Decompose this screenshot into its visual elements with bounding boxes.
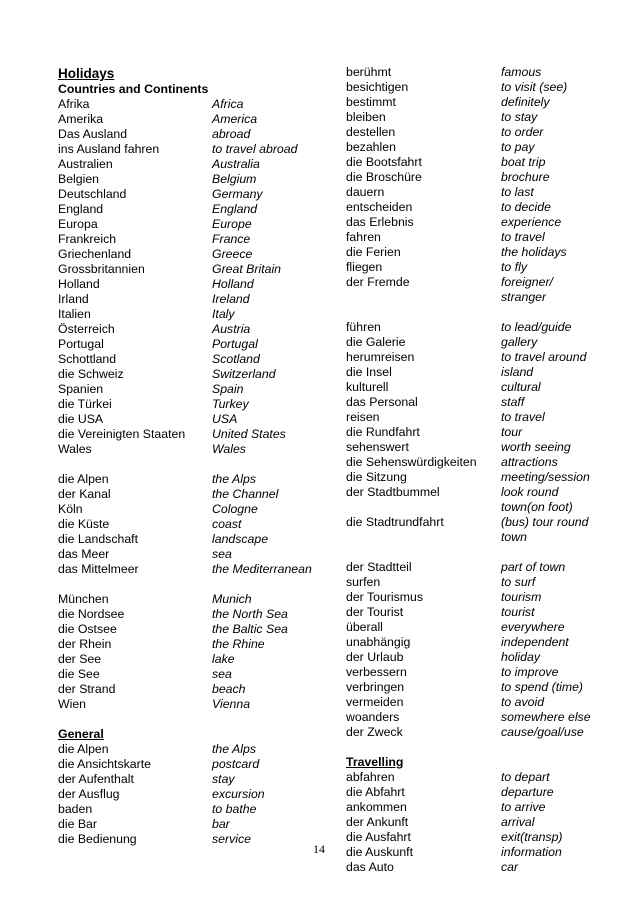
german-term: bestimmt xyxy=(346,95,396,109)
english-translation: the Rhine xyxy=(212,637,265,651)
german-term: die Bar xyxy=(58,817,97,831)
english-translation: tourist xyxy=(501,605,535,619)
right-column xyxy=(346,65,608,875)
vocab-row xyxy=(346,395,608,410)
english-translation: to arrive xyxy=(501,800,546,814)
vocab-row xyxy=(58,472,320,487)
german-term: fahren xyxy=(346,230,381,244)
vocab-row xyxy=(58,442,320,457)
german-term: surfen xyxy=(346,575,381,589)
vocab-row xyxy=(346,455,608,470)
vocab-row xyxy=(346,245,608,260)
vocab-list xyxy=(346,65,608,740)
german-term: die Sitzung xyxy=(346,470,407,484)
countries-list xyxy=(58,97,320,457)
english-translation: America xyxy=(212,112,258,126)
german-term: die Schweiz xyxy=(58,367,124,381)
english-translation: to order xyxy=(501,125,544,139)
german-term: Spanien xyxy=(58,382,104,396)
german-term: Griechenland xyxy=(58,247,132,261)
english-translation: island xyxy=(501,365,534,379)
english-translation: look round town(on foot) xyxy=(501,485,573,514)
vocab-row xyxy=(346,170,608,185)
english-translation: excursion xyxy=(212,787,265,801)
english-translation: to visit (see) xyxy=(501,80,568,94)
english-translation: famous xyxy=(501,65,542,79)
english-translation: part of town xyxy=(501,560,566,574)
vocab-row xyxy=(346,95,608,110)
vocab-row xyxy=(346,140,608,155)
vocab-row xyxy=(58,517,320,532)
vocab-row xyxy=(58,757,320,772)
english-translation: to avoid xyxy=(501,695,545,709)
vocab-row xyxy=(58,562,320,592)
vocab-row xyxy=(58,187,320,202)
german-term: Österreich xyxy=(58,322,115,336)
vocab-row xyxy=(58,667,320,682)
english-translation: USA xyxy=(212,412,238,426)
page-title: Holidays xyxy=(58,66,115,81)
vocab-row xyxy=(58,592,320,607)
english-translation: Munich xyxy=(212,592,252,606)
german-term: der Urlaub xyxy=(346,650,404,664)
german-term: der Aufenthalt xyxy=(58,772,134,786)
german-term: überall xyxy=(346,620,383,634)
vocab-row xyxy=(58,262,320,277)
vocab-row xyxy=(58,787,320,802)
german-term: die Broschüre xyxy=(346,170,422,184)
german-term: der See xyxy=(58,652,102,666)
english-translation: gallery xyxy=(501,335,538,349)
english-translation: lake xyxy=(212,652,235,666)
vocab-row xyxy=(346,590,608,605)
vocab-row xyxy=(58,682,320,697)
vocab-row xyxy=(346,665,608,680)
german-term: sehenswert xyxy=(346,440,409,454)
vocab-row xyxy=(58,652,320,667)
english-translation: coast xyxy=(212,517,242,531)
german-term: der Zweck xyxy=(346,725,403,739)
german-term: der Stadtbummel xyxy=(346,485,440,499)
english-translation: to decide xyxy=(501,200,551,214)
vocab-row xyxy=(58,487,320,502)
english-translation: independent xyxy=(501,635,569,649)
german-term: Frankreich xyxy=(58,232,117,246)
vocab-row xyxy=(58,142,320,157)
german-term: die Rundfahrt xyxy=(346,425,420,439)
vocab-row xyxy=(346,515,608,545)
english-translation: Australia xyxy=(212,157,260,171)
german-term: Amerika xyxy=(58,112,104,126)
german-term: der Fremde xyxy=(346,275,410,289)
english-translation: Italy xyxy=(212,307,235,321)
vocab-row xyxy=(58,337,320,352)
english-translation: Germany xyxy=(212,187,263,201)
vocab-row xyxy=(346,380,608,395)
german-term: Italien xyxy=(58,307,91,321)
english-translation: to travel xyxy=(501,230,545,244)
german-term: unabhängig xyxy=(346,635,411,649)
english-translation: Switzerland xyxy=(212,367,276,381)
english-translation: to improve xyxy=(501,665,559,679)
english-translation: to fly xyxy=(501,260,527,274)
german-term: die Sehenswürdigkeiten xyxy=(346,455,477,469)
english-translation: the Mediterranean xyxy=(212,562,312,576)
german-term: die Landschaft xyxy=(58,532,138,546)
english-translation: departure xyxy=(501,785,554,799)
vocab-row xyxy=(346,155,608,170)
english-translation: Europe xyxy=(212,217,252,231)
vocab-row xyxy=(346,185,608,200)
german-term: abfahren xyxy=(346,770,395,784)
german-term: die Ferien xyxy=(346,245,401,259)
english-translation: Africa xyxy=(212,97,244,111)
english-translation: sea xyxy=(212,667,232,681)
vocab-row xyxy=(58,802,320,817)
german-term: die Alpen xyxy=(58,472,109,486)
vocab-row xyxy=(346,275,608,305)
vocab-row xyxy=(58,172,320,187)
english-translation: service xyxy=(212,832,251,846)
vocab-row xyxy=(58,127,320,142)
vocab-row xyxy=(58,217,320,232)
vocab-row xyxy=(346,215,608,230)
vocab-row xyxy=(346,230,608,245)
english-translation: the Channel xyxy=(212,487,279,501)
german-term: herumreisen xyxy=(346,350,415,364)
section-heading-countries: Countries and Continents xyxy=(58,82,209,96)
vocab-row xyxy=(58,427,320,442)
vocab-row xyxy=(58,607,320,622)
german-term: Schottland xyxy=(58,352,117,366)
german-term: reisen xyxy=(346,410,380,424)
english-translation: tour xyxy=(501,425,523,439)
english-translation: cause/goal/use xyxy=(501,725,584,739)
english-translation: Spain xyxy=(212,382,244,396)
vocab-row xyxy=(58,367,320,382)
german-term: Afrika xyxy=(58,97,90,111)
german-term: destellen xyxy=(346,125,396,139)
english-translation: to lead/guide xyxy=(501,320,572,334)
german-term: der Strand xyxy=(58,682,116,696)
english-translation: United States xyxy=(212,427,286,441)
german-term: bezahlen xyxy=(346,140,396,154)
vocab-row xyxy=(346,635,608,650)
english-translation: to travel abroad xyxy=(212,142,298,156)
german-term: der Rhein xyxy=(58,637,112,651)
vocab-row xyxy=(58,277,320,292)
english-translation: Holland xyxy=(212,277,254,291)
english-translation: beach xyxy=(212,682,246,696)
english-translation: Greece xyxy=(212,247,253,261)
german-term: berühmt xyxy=(346,65,392,79)
english-translation: Great Britain xyxy=(212,262,282,276)
german-term: kulturell xyxy=(346,380,389,394)
german-term: der Tourist xyxy=(346,605,404,619)
german-term: Irland xyxy=(58,292,89,306)
vocab-row xyxy=(346,335,608,350)
english-translation: everywhere xyxy=(501,620,565,634)
german-term: dauern xyxy=(346,185,385,199)
german-term: vermeiden xyxy=(346,695,404,709)
german-term: Deutschland xyxy=(58,187,127,201)
vocab-row xyxy=(58,322,320,337)
general-list xyxy=(58,742,320,847)
german-term: baden xyxy=(58,802,93,816)
german-term: das Mittelmeer xyxy=(58,562,139,576)
english-translation: information xyxy=(501,845,562,859)
vocab-row xyxy=(346,260,608,275)
vocab-row xyxy=(346,650,608,665)
vocab-row xyxy=(346,410,608,425)
english-translation: holiday xyxy=(501,650,540,664)
german-term: die Küste xyxy=(58,517,110,531)
vocab-row xyxy=(58,157,320,172)
page-number: 14 xyxy=(313,842,325,856)
german-term: Das Ausland xyxy=(58,127,128,141)
english-translation: England xyxy=(212,202,258,216)
german-term: die See xyxy=(58,667,100,681)
english-translation: landscape xyxy=(212,532,269,546)
english-translation: tourism xyxy=(501,590,542,604)
german-term: die USA xyxy=(58,412,104,426)
german-term: besichtigen xyxy=(346,80,409,94)
english-translation: the Baltic Sea xyxy=(212,622,288,636)
german-term: die Insel xyxy=(346,365,392,379)
vocab-row xyxy=(346,470,608,485)
german-term: die Alpen xyxy=(58,742,109,756)
german-term: ins Ausland fahren xyxy=(58,142,160,156)
vocab-row xyxy=(58,382,320,397)
english-translation: somewhere else xyxy=(501,710,591,724)
german-term: die Bootsfahrt xyxy=(346,155,422,169)
vocab-row xyxy=(58,412,320,427)
vocab-row xyxy=(346,695,608,710)
german-term: bleiben xyxy=(346,110,386,124)
english-translation: to travel xyxy=(501,410,545,424)
german-term: die Türkei xyxy=(58,397,112,411)
english-translation: Portugal xyxy=(212,337,258,351)
vocab-row xyxy=(346,350,608,365)
english-translation: to travel around xyxy=(501,350,587,364)
german-term: verbessern xyxy=(346,665,407,679)
vocab-row xyxy=(58,532,320,547)
vocab-row xyxy=(346,575,608,590)
vocab-row xyxy=(346,80,608,95)
german-term: der Stadtteil xyxy=(346,560,412,574)
vocab-row xyxy=(346,425,608,440)
english-translation: sea xyxy=(212,547,232,561)
english-translation: worth seeing xyxy=(501,440,571,454)
german-term: die Ausfahrt xyxy=(346,830,411,844)
german-term: die Stadtrundfahrt xyxy=(346,515,444,529)
german-term: ankommen xyxy=(346,800,407,814)
english-translation: postcard xyxy=(212,757,260,771)
english-translation: meeting/session xyxy=(501,470,590,484)
vocab-row xyxy=(58,697,320,712)
english-translation: to depart xyxy=(501,770,550,784)
english-translation: boat trip xyxy=(501,155,546,169)
german-term: die Ansichtskarte xyxy=(58,757,151,771)
english-translation: Turkey xyxy=(212,397,249,411)
vocab-row xyxy=(346,365,608,380)
english-translation: to spend (time) xyxy=(501,680,584,694)
english-translation: the holidays xyxy=(501,245,567,259)
english-translation: to stay xyxy=(501,110,538,124)
german-term: das Auto xyxy=(346,860,394,874)
english-translation: France xyxy=(212,232,251,246)
german-term: Holland xyxy=(58,277,100,291)
german-term: woanders xyxy=(346,710,400,724)
german-term: die Abfahrt xyxy=(346,785,405,799)
section-heading-general: General xyxy=(58,727,104,741)
vocab-row xyxy=(58,292,320,307)
vocab-row xyxy=(346,560,608,575)
english-translation: cultural xyxy=(501,380,541,394)
vocab-row xyxy=(58,637,320,652)
vocab-row xyxy=(346,440,608,455)
vocab-row xyxy=(58,742,320,757)
german-term: verbringen xyxy=(346,680,405,694)
left-column xyxy=(58,65,320,847)
german-term: Europa xyxy=(58,217,98,231)
english-translation: Cologne xyxy=(212,502,258,516)
vocab-row xyxy=(58,202,320,217)
english-translation: abroad xyxy=(212,127,251,141)
english-translation: arrival xyxy=(501,815,535,829)
german-term: Wien xyxy=(58,697,87,711)
vocab-row xyxy=(346,860,608,875)
vocab-row xyxy=(58,232,320,247)
german-term: das Meer xyxy=(58,547,110,561)
german-term: das Personal xyxy=(346,395,418,409)
vocab-row xyxy=(58,247,320,262)
vocab-row xyxy=(346,605,608,620)
vocab-row xyxy=(58,622,320,637)
german-term: Köln xyxy=(58,502,83,516)
english-translation: Scotland xyxy=(212,352,260,366)
german-term: die Ostsee xyxy=(58,622,117,636)
german-term: fliegen xyxy=(346,260,383,274)
english-translation: to last xyxy=(501,185,534,199)
english-translation: foreigner/ stranger xyxy=(501,275,553,304)
vocab-row xyxy=(58,307,320,322)
german-term: München xyxy=(58,592,109,606)
german-term: führen xyxy=(346,320,381,334)
english-translation: definitely xyxy=(501,95,550,109)
vocab-row xyxy=(58,547,320,562)
german-term: der Kanal xyxy=(58,487,111,501)
vocab-row xyxy=(346,65,608,80)
german-term: das Erlebnis xyxy=(346,215,414,229)
english-translation: brochure xyxy=(501,170,550,184)
vocab-row xyxy=(346,725,608,740)
vocab-row xyxy=(346,815,608,830)
vocab-row xyxy=(58,397,320,412)
vocab-row xyxy=(58,112,320,127)
vocab-row xyxy=(346,110,608,125)
english-translation: the Alps xyxy=(212,742,256,756)
english-translation: Wales xyxy=(212,442,246,456)
vocab-row xyxy=(346,125,608,140)
german-term: Belgien xyxy=(58,172,100,186)
english-translation: car xyxy=(501,860,519,874)
english-translation: to pay xyxy=(501,140,535,154)
german-term: die Auskunft xyxy=(346,845,413,859)
english-translation: Ireland xyxy=(212,292,250,306)
german-term: Grossbritannien xyxy=(58,262,145,276)
section-heading-travelling: Travelling xyxy=(346,755,404,769)
vocab-row xyxy=(58,97,320,112)
vocab-row xyxy=(58,502,320,517)
german-term: England xyxy=(58,202,104,216)
german-term: Portugal xyxy=(58,337,104,351)
german-term: die Bedienung xyxy=(58,832,137,846)
vocab-row xyxy=(58,772,320,787)
travelling-list xyxy=(346,770,608,875)
german-term: der Tourismus xyxy=(346,590,423,604)
german-term: die Vereinigten Staaten xyxy=(58,427,186,441)
english-translation: stay xyxy=(212,772,235,786)
vocab-row xyxy=(346,785,608,800)
english-translation: the Alps xyxy=(212,472,256,486)
english-translation: Austria xyxy=(212,322,251,336)
vocab-row xyxy=(346,800,608,815)
english-translation: the North Sea xyxy=(212,607,288,621)
english-translation: experience xyxy=(501,215,562,229)
german-term: Australien xyxy=(58,157,113,171)
english-translation: Vienna xyxy=(212,697,251,711)
german-term: der Ausflug xyxy=(58,787,120,801)
english-translation: to surf xyxy=(501,575,536,589)
vocab-row xyxy=(58,817,320,832)
vocab-row xyxy=(346,485,608,515)
vocab-row xyxy=(346,320,608,335)
english-translation: attractions xyxy=(501,455,558,469)
vocab-row xyxy=(346,770,608,785)
english-translation: Belgium xyxy=(212,172,257,186)
vocab-row xyxy=(346,680,608,695)
english-translation: (bus) tour round town xyxy=(501,515,589,544)
german-term: die Nordsee xyxy=(58,607,125,621)
places-list xyxy=(58,472,320,712)
vocab-row xyxy=(346,200,608,215)
english-translation: exit(transp) xyxy=(501,830,563,844)
vocab-row xyxy=(346,710,608,725)
vocab-row xyxy=(346,620,608,635)
vocab-row xyxy=(58,352,320,367)
english-translation: staff xyxy=(501,395,525,409)
english-translation: to bathe xyxy=(212,802,257,816)
german-term: entscheiden xyxy=(346,200,413,214)
german-term: die Galerie xyxy=(346,335,406,349)
german-term: Wales xyxy=(58,442,92,456)
german-term: der Ankunft xyxy=(346,815,409,829)
english-translation: bar xyxy=(212,817,230,831)
